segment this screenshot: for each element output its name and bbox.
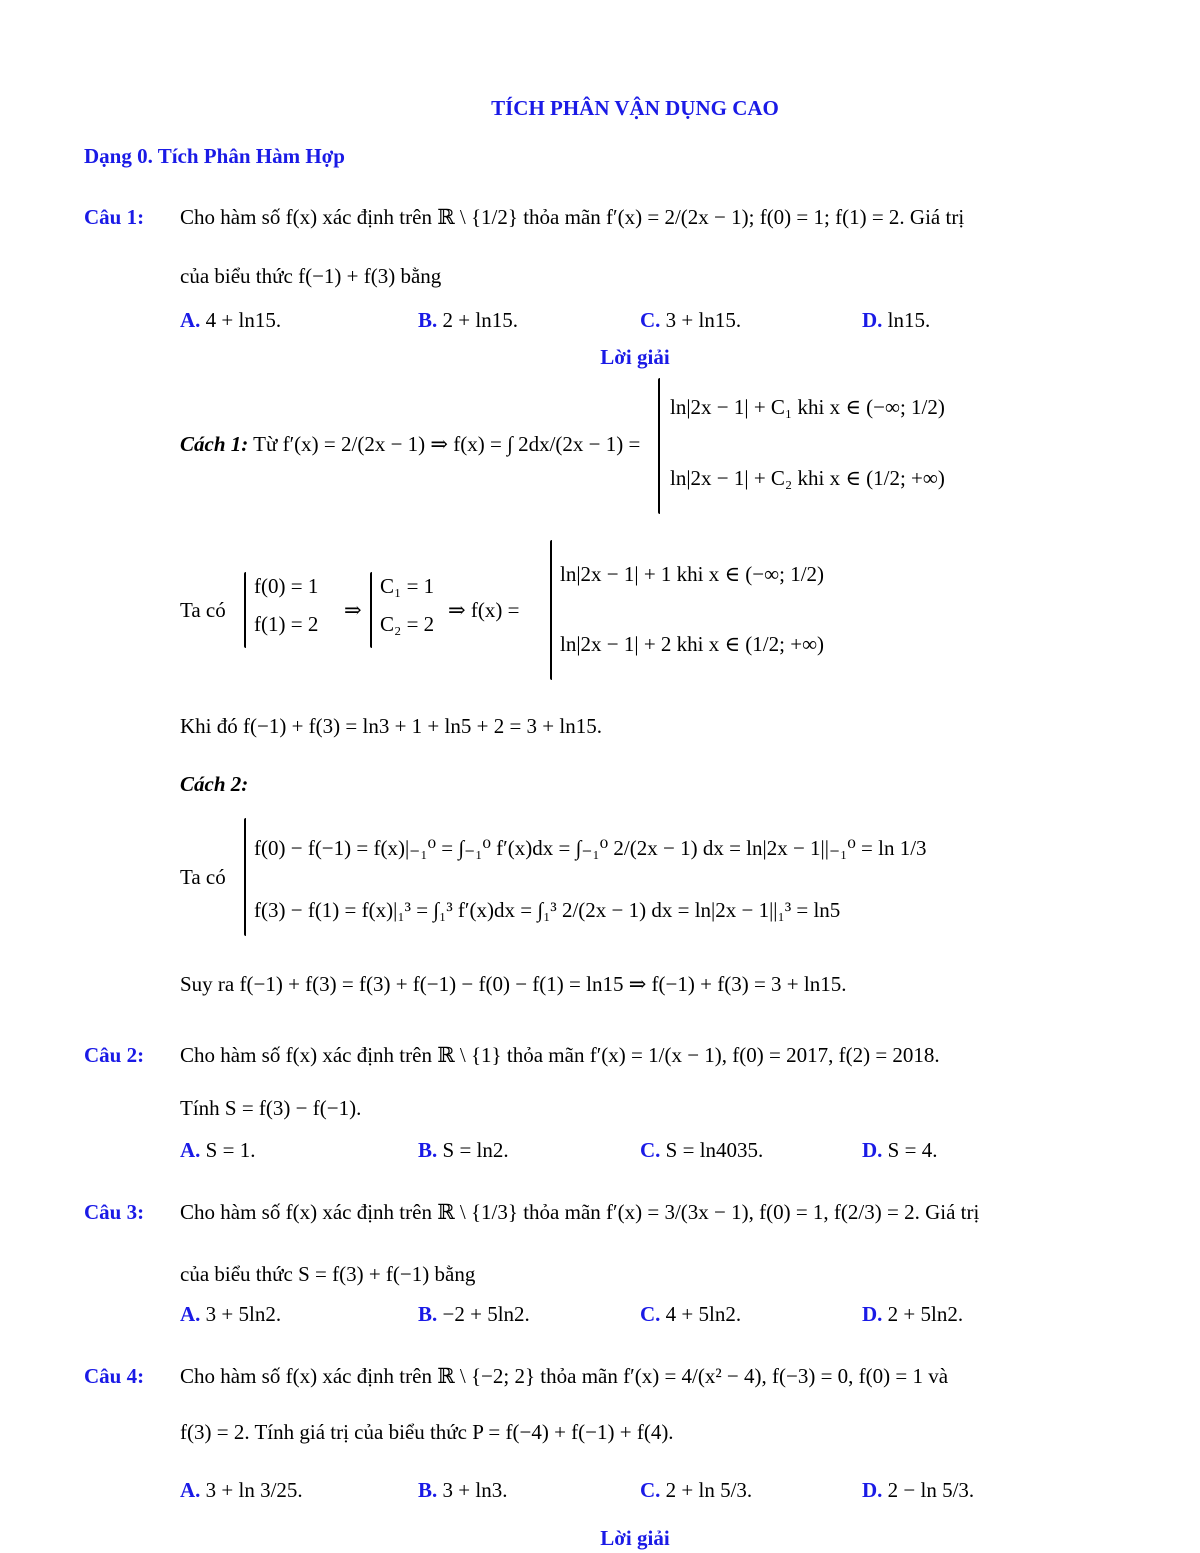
question-3-label: Câu 3: (84, 1200, 145, 1224)
q3-option-b[interactable]: B. −2 + 5ln2. (418, 1302, 530, 1326)
question-2-stem-line1: Cho hàm số f(x) xác định trên ℝ \ {1} thỏa mãn f′(x) = 1/(x − 1), f(0) = 2017, f(2) = 2018. (180, 1043, 940, 1067)
question-2-label: Câu 2: (84, 1043, 145, 1067)
question-1-label: Câu 1: (84, 205, 145, 229)
suy-ra-line: Suy ra f(−1) + f(3) = f(3) + f(−1) − f(0) − f(1) = ln15 ⇒ f(−1) + f(3) = 3 + ln15. (180, 972, 847, 996)
q2-option-c[interactable]: C. S = ln4035. (640, 1138, 764, 1162)
taco-label-2: Ta có (180, 865, 226, 889)
page-title: TÍCH PHÂN VẬN DỤNG CAO (491, 96, 779, 120)
question-4-stem-line1: Cho hàm số f(x) xác định trên ℝ \ {−2; 2} thỏa mãn f′(x) = 4/(x² − 4), f(−3) = 0, f(0) = 1 và (180, 1364, 949, 1388)
case-3: ln|2x − 1| + 1 khi x ∈ (−∞; 1/2) (560, 562, 825, 586)
system-a-line1: f(0) = 1 (254, 574, 319, 598)
cach2-line1: f(0) − f(−1) = f(x)|₋₁⁰ = ∫₋₁⁰ f′(x)dx = ∫₋₁⁰ 2/(2x − 1) dx = ln|2x − 1||₋₁⁰ = ln 1/3 (254, 836, 927, 860)
taco-label-1: Ta có (180, 598, 226, 622)
q4-option-a[interactable]: A. 3 + ln 3/25. (180, 1478, 303, 1502)
case-1: ln|2x − 1| + C₁ khi x ∈ (−∞; 1/2) (670, 395, 945, 419)
cach2-line2: f(3) − f(1) = f(x)|₁³ = ∫₁³ f′(x)dx = ∫₁³ 2/(2x − 1) dx = ln|2x − 1||₁³ = ln5 (254, 898, 841, 922)
question-4-stem-line2: f(3) = 2. Tính giá trị của biểu thức P = f(−4) + f(−1) + f(4). (180, 1420, 674, 1444)
question-3-stem-line1: Cho hàm số f(x) xác định trên ℝ \ {1/3} thỏa mãn f′(x) = 3/(3x − 1), f(0) = 1, f(2/3) = 2. Giá trị (180, 1200, 980, 1224)
system-brace-c (244, 818, 246, 936)
q4-option-b[interactable]: B. 3 + ln3. (418, 1478, 508, 1502)
system-a-line2: f(1) = 2 (254, 612, 319, 636)
q4-option-d[interactable]: D. 2 − ln 5/3. (862, 1478, 975, 1502)
q1-option-a[interactable]: A. 4 + ln15. (180, 308, 282, 332)
cases-brace-2 (550, 540, 552, 680)
khi-do-line: Khi đó f(−1) + f(3) = ln3 + 1 + ln5 + 2 = 3 + ln15. (180, 714, 602, 738)
question-2-stem-line2: Tính S = f(3) − f(−1). (180, 1096, 362, 1120)
question-1-stem-line1: Cho hàm số f(x) xác định trên ℝ \ {1/2} thỏa mãn f′(x) = 2/(2x − 1); f(0) = 1; f(1) = 2. Giá trị (180, 205, 965, 229)
q3-option-a[interactable]: A. 3 + 5ln2. (180, 1302, 282, 1326)
q3-option-d[interactable]: D. 2 + 5ln2. (862, 1302, 964, 1326)
method-2-label: Cách 2: (180, 772, 249, 796)
solution-heading-1: Lời giải (600, 345, 670, 369)
implies-arrow: ⇒ (344, 598, 362, 622)
q3-option-c[interactable]: C. 4 + 5ln2. (640, 1302, 742, 1326)
q2-option-a[interactable]: A. S = 1. (180, 1138, 256, 1162)
system-b-line2: C₂ = 2 (380, 612, 435, 636)
solution-heading-2: Lời giải (600, 1526, 670, 1550)
question-1-stem-line2: của biểu thức f(−1) + f(3) bằng (180, 264, 442, 288)
system-brace-a (244, 572, 246, 648)
q2-option-d[interactable]: D. S = 4. (862, 1138, 938, 1162)
fx-equals: ⇒ f(x) = (448, 598, 520, 622)
q1-option-d[interactable]: D. ln15. (862, 308, 931, 332)
q4-option-c[interactable]: C. 2 + ln 5/3. (640, 1478, 753, 1502)
section-heading: Dạng 0. Tích Phân Hàm Hợp (84, 144, 345, 168)
q1-option-b[interactable]: B. 2 + ln15. (418, 308, 518, 332)
cases-brace-1 (658, 378, 660, 514)
q1-option-c[interactable]: C. 3 + ln15. (640, 308, 742, 332)
question-4-label: Câu 4: (84, 1364, 145, 1388)
q2-option-b[interactable]: B. S = ln2. (418, 1138, 509, 1162)
case-2: ln|2x − 1| + C₂ khi x ∈ (1/2; +∞) (670, 466, 945, 490)
case-4: ln|2x − 1| + 2 khi x ∈ (1/2; +∞) (560, 632, 825, 656)
system-brace-b (370, 572, 372, 648)
method-1-line: Cách 1: Từ f′(x) = 2/(2x − 1) ⇒ f(x) = ∫ 2dx/(2x − 1) = (180, 432, 641, 456)
question-3-stem-line2: của biểu thức S = f(3) + f(−1) bằng (180, 1262, 476, 1286)
system-b-line1: C₁ = 1 (380, 574, 435, 598)
